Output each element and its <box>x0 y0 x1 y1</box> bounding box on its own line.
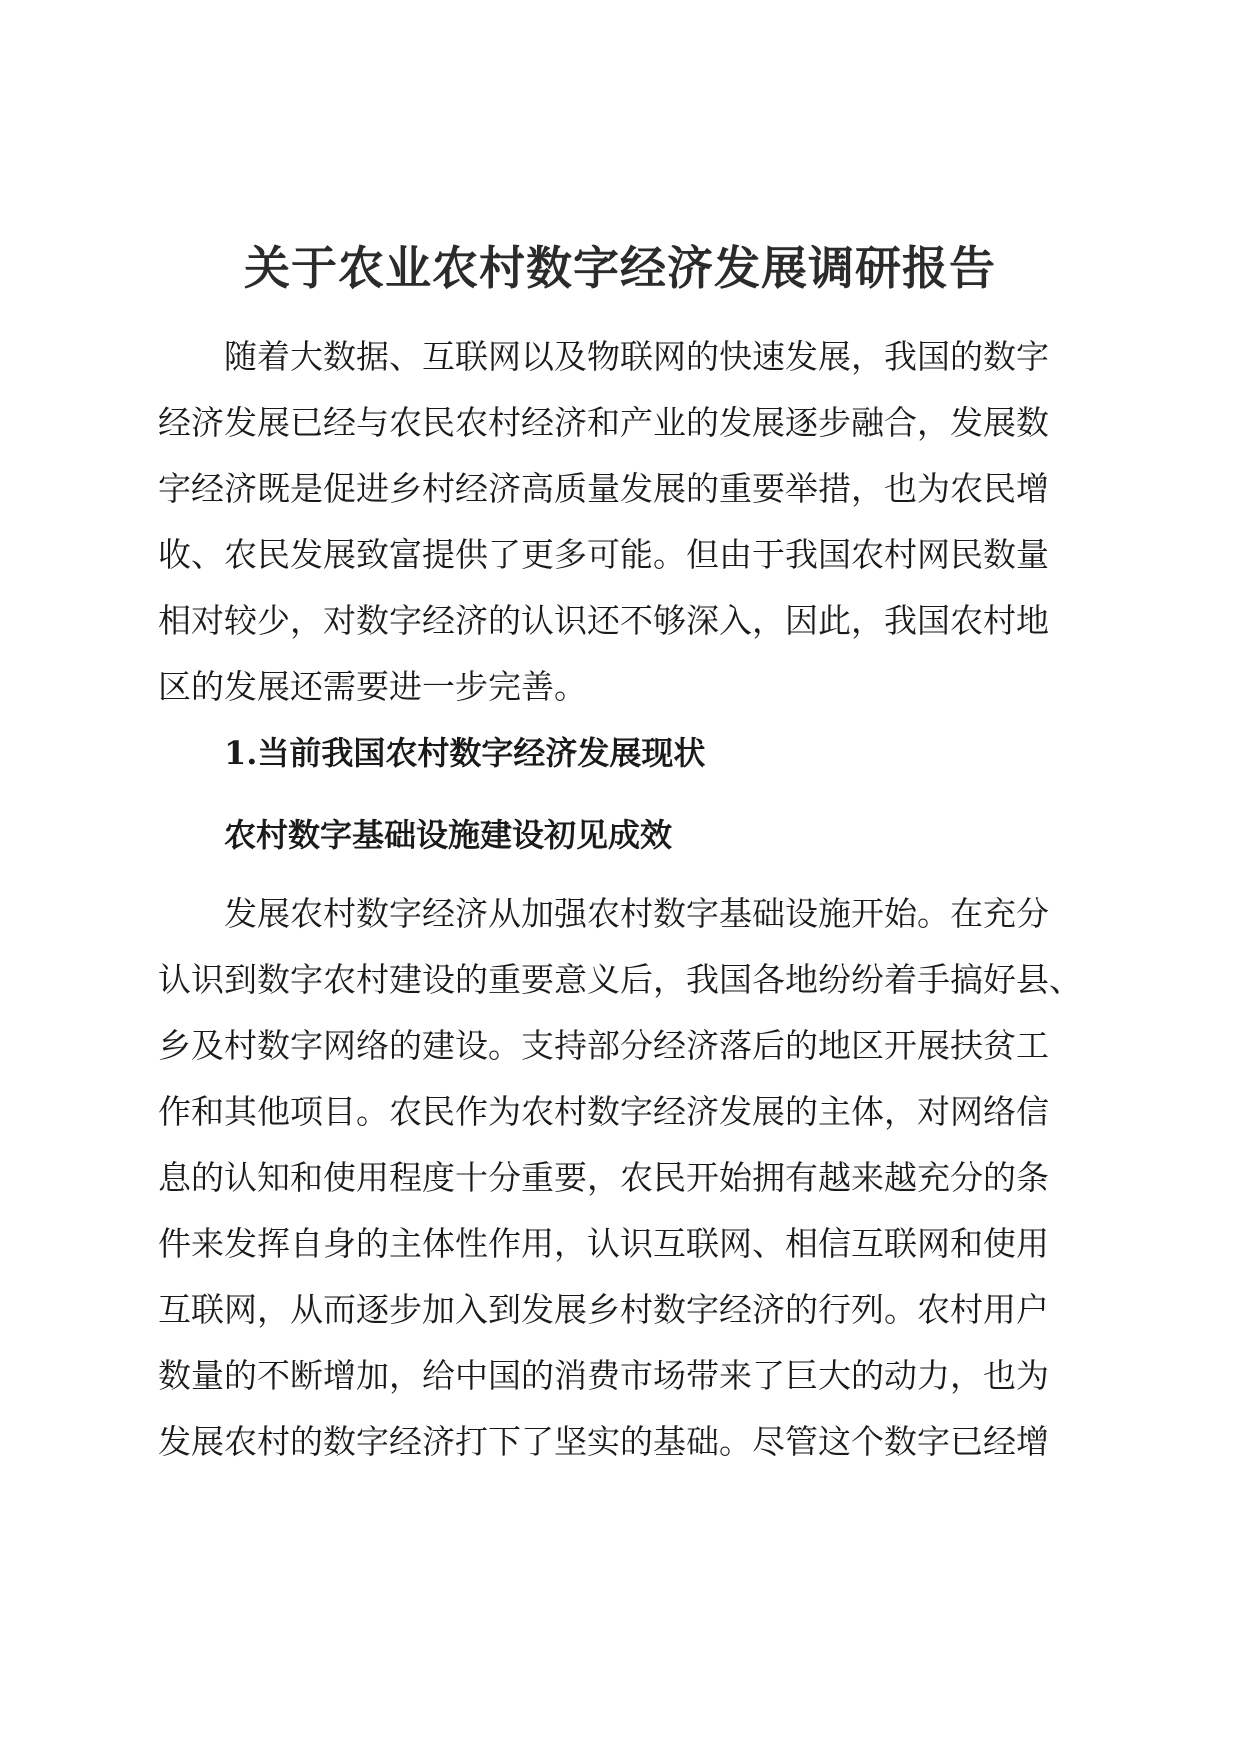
paragraph-line: 件来发挥自身的主体性作用，认识互联网、相信互联网和使用 <box>158 1224 1049 1263</box>
paragraph-line: 经济发展已经与农民农村经济和产业的发展逐步融合，发展数 <box>158 403 1049 442</box>
paragraph-line: 收、农民发展致富提供了更多可能。但由于我国农村网民数量 <box>158 535 1049 574</box>
paragraph-line: 息的认知和使用程度十分重要，农民开始拥有越来越充分的条 <box>158 1158 1049 1197</box>
paragraph-line: 乡及村数字网络的建设。支持部分经济落后的地区开展扶贫工 <box>158 1026 1049 1065</box>
body-paragraph <box>158 881 1082 1475</box>
paragraph-line: 互联网，从而逐步加入到发展乡村数字经济的行列。农村用户 <box>158 1290 1049 1329</box>
subsection-heading: 农村数字基础设施建设初见成效 <box>224 816 673 854</box>
document-title: 关于农业农村数字经济发展调研报告 <box>244 241 996 295</box>
section-heading: 1.当前我国农村数字经济发展现状 <box>224 734 706 772</box>
paragraph-line: 作和其他项目。农民作为农村数字经济发展的主体，对网络信 <box>158 1092 1049 1131</box>
paragraph-line: 区的发展还需要进一步完善。 <box>158 667 587 706</box>
paragraph-line: 字经济既是促进乡村经济高质量发展的重要举措，也为农民增 <box>158 469 1049 508</box>
paragraph-line: 发展农村数字经济从加强农村数字基础设施开始。在充分 <box>158 894 1049 933</box>
intro-paragraph <box>158 324 1068 720</box>
paragraph-line: 认识到数字农村建设的重要意义后，我国各地纷纷着手搞好县、 <box>158 960 1082 999</box>
paragraph-line: 数量的不断增加，给中国的消费市场带来了巨大的动力，也为 <box>158 1356 1049 1395</box>
paragraph-line: 随着大数据、互联网以及物联网的快速发展，我国的数字 <box>158 337 1049 376</box>
paragraph-line: 发展农村的数字经济打下了坚实的基础。尽管这个数字已经增 <box>158 1422 1049 1461</box>
paragraph-line: 相对较少，对数字经济的认识还不够深入，因此，我国农村地 <box>158 601 1049 640</box>
